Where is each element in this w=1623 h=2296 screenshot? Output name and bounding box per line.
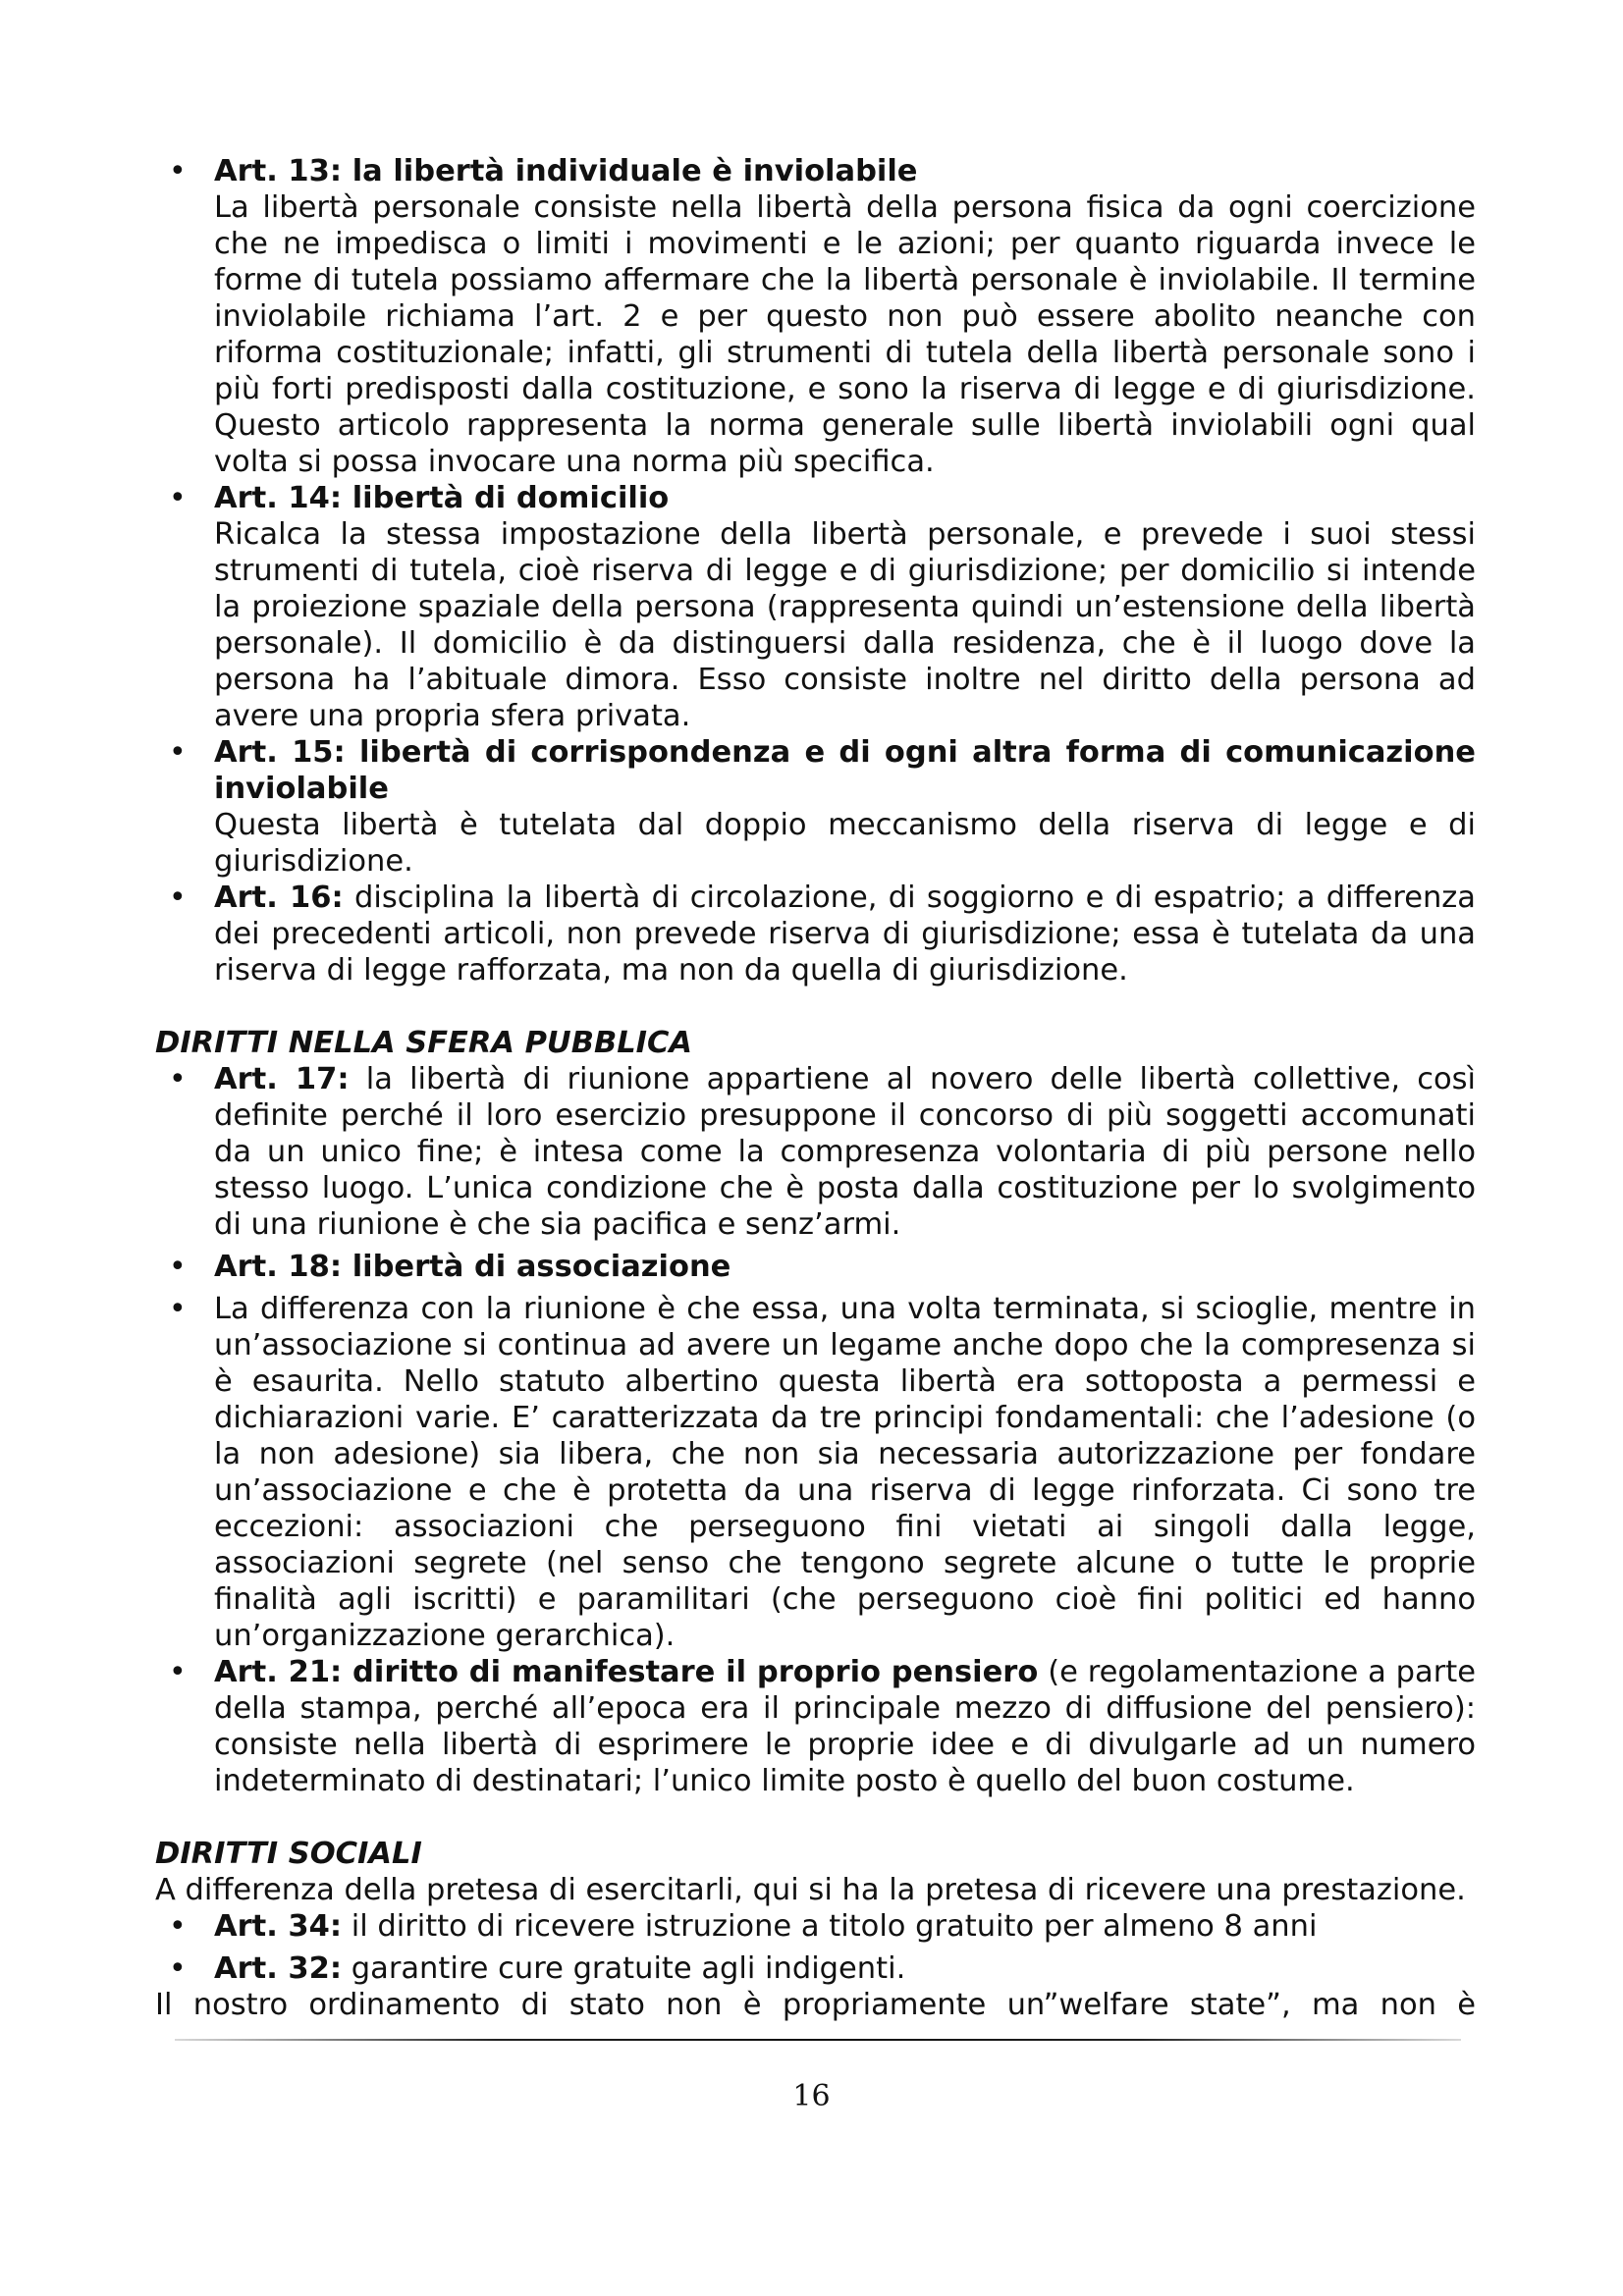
article-text: La differenza con la riunione è che essa, una volta terminata, si scioglie, mentre in un’associazione si continua ad avere un legame anche dopo che la compresenza si è esaurita. Nello statuto albertino questa libertà era sottoposta a permessi e dichiarazioni varie. E’ caratterizzata da tre principi fondamentali: che l’adesione (o la non adesione) sia libera, che non sia necessaria autorizzazione per fondare un’associazione e che è protetta da una riserva di legge rinforzata. Ci sono tre eccezioni: associazioni che perseguono fini vietati ai singoli dalla legge, associazioni segrete (nel senso che tengono segrete alcune o tutte le proprie finalità agli iscritti) e paramilitari (che perseguono cioè fini politici ed hanno un’organizzazione gerarchica). bbox=[214, 1292, 1476, 1653]
article-text: disciplina la libertà di circolazione, di soggiorno e di espatrio; a differenza dei precedenti articoli, non prevede riserva di giurisdizione; essa è tutelata da una riserva di legge rafforzata, ma non da quella di giurisdizione. bbox=[214, 881, 1476, 988]
closing-paragraph: Il nostro ordinamento di stato non è propriamente un”welfare state”, ma non è bbox=[155, 1988, 1476, 2022]
bullet-icon: • bbox=[169, 1655, 187, 1689]
article-title: Art. 14: libertà di domicilio bbox=[214, 481, 670, 515]
article-title: Art. 13: la libertà individuale è inviolabile bbox=[214, 154, 918, 188]
bullet-icon: • bbox=[169, 1062, 187, 1096]
article-title: Art. 32: bbox=[214, 1951, 343, 1986]
article-title: Art. 17: bbox=[214, 1062, 350, 1096]
article-text: (e regolamentazione a parte della stampa, perché all’epoca era il principale mezzo di diffusione del pensiero): consiste nella libertà di esprimere le proprie idee e di divulgarle ad un numero indeterminato di destinatari; l’unico limite posto è quello del buon costume. bbox=[214, 1655, 1476, 1798]
article-text: il diritto di ricevere istruzione a titolo gratuito per almeno 8 anni bbox=[342, 1909, 1318, 1944]
section-intro: A differenza della pretesa di esercitarli, qui si ha la pretesa di ricevere una prestazione. bbox=[155, 1873, 1466, 1907]
bullet-icon: • bbox=[169, 1250, 187, 1284]
articles-list-social bbox=[155, 1908, 1476, 1987]
article-text: la libertà di riunione appartiene al novero delle libertà collettive, così definite perché il loro esercizio presuppone il concorso di più soggetti accomunati da un unico fine; è intesa come la compresenza volontaria di più persone nello stesso luogo. L’unica condizione che è posta dalla costituzione per lo svolgimento di una riunione è che sia pacifica e senz’armi. bbox=[214, 1062, 1476, 1242]
bullet-icon: • bbox=[169, 1951, 187, 1986]
article-title: Art. 21: diritto di manifestare il proprio pensiero bbox=[214, 1655, 1039, 1689]
article-title: Art. 34: bbox=[214, 1909, 343, 1944]
bullet-icon: • bbox=[169, 735, 187, 770]
list-item-art-21 bbox=[155, 1654, 1476, 1799]
article-text: Ricalca la stessa impostazione della libertà personale, e prevede i suoi stessi strumenti di tutela, cioè riserva di legge e di giurisdizione; per domicilio si intende la proiezione spaziale della persona (rappresenta quindi un’estensione della libertà personale). Il domicilio è da distinguersi dalla residenza, che è il luogo dove la persona ha l’abituale dimora. Esso consiste inoltre nel diritto della persona ad avere una propria sfera privata. bbox=[214, 517, 1476, 733]
list-item-art-15 bbox=[155, 734, 1476, 880]
list-item-art-17 bbox=[155, 1061, 1476, 1243]
list-item-art-32 bbox=[155, 1950, 1476, 1987]
list-item-art-18-body bbox=[155, 1291, 1476, 1654]
articles-list-public bbox=[155, 1061, 1476, 1799]
article-title: Art. 16: bbox=[214, 881, 344, 915]
bullet-icon: • bbox=[169, 154, 187, 188]
list-item-art-16 bbox=[155, 880, 1476, 988]
article-title: Art. 15: libertà di corrispondenza e di ogni altra forma di comunicazione inviolabile bbox=[214, 735, 1476, 806]
page-number: 16 bbox=[792, 2079, 831, 2113]
list-item-art-13 bbox=[155, 153, 1476, 480]
bullet-icon: • bbox=[169, 1292, 187, 1326]
article-title: Art. 18: libertà di associazione bbox=[214, 1250, 731, 1284]
bullet-icon: • bbox=[169, 1909, 187, 1944]
document-page bbox=[155, 153, 1476, 2023]
section-heading-social: DIRITTI SOCIALI bbox=[155, 1837, 422, 1871]
article-text: garantire cure gratuite agli indigenti. bbox=[342, 1951, 906, 1986]
articles-list-personal bbox=[155, 153, 1476, 988]
list-item-art-14 bbox=[155, 480, 1476, 734]
section-heading-public: DIRITTI NELLA SFERA PUBBLICA bbox=[155, 1026, 692, 1060]
list-item-art-18 bbox=[155, 1249, 1476, 1285]
list-item-art-34 bbox=[155, 1908, 1476, 1945]
bullet-icon: • bbox=[169, 481, 187, 515]
article-text: La libertà personale consiste nella libertà della persona fisica da ogni coercizione che ne impedisca o limiti i movimenti e le azioni; per quanto riguarda invece le forme di tutela possiamo affermare che la libertà personale è inviolabile. Il termine inviolabile richiama l’art. 2 e per questo non può essere abolito neanche con riforma costituzionale; infatti, gli strumenti di tutela della libertà personale sono i più forti predisposti dalla costituzione, e sono la riserva di legge e di giurisdizione. Questo articolo rappresenta la norma generale sulle libertà inviolabili ogni qual volta si possa invocare una norma più specifica. bbox=[214, 190, 1476, 479]
footer-divider bbox=[175, 2039, 1461, 2041]
bullet-icon: • bbox=[169, 881, 187, 915]
article-text: Questa libertà è tutelata dal doppio meccanismo della riserva di legge e di giurisdizione. bbox=[214, 808, 1476, 879]
